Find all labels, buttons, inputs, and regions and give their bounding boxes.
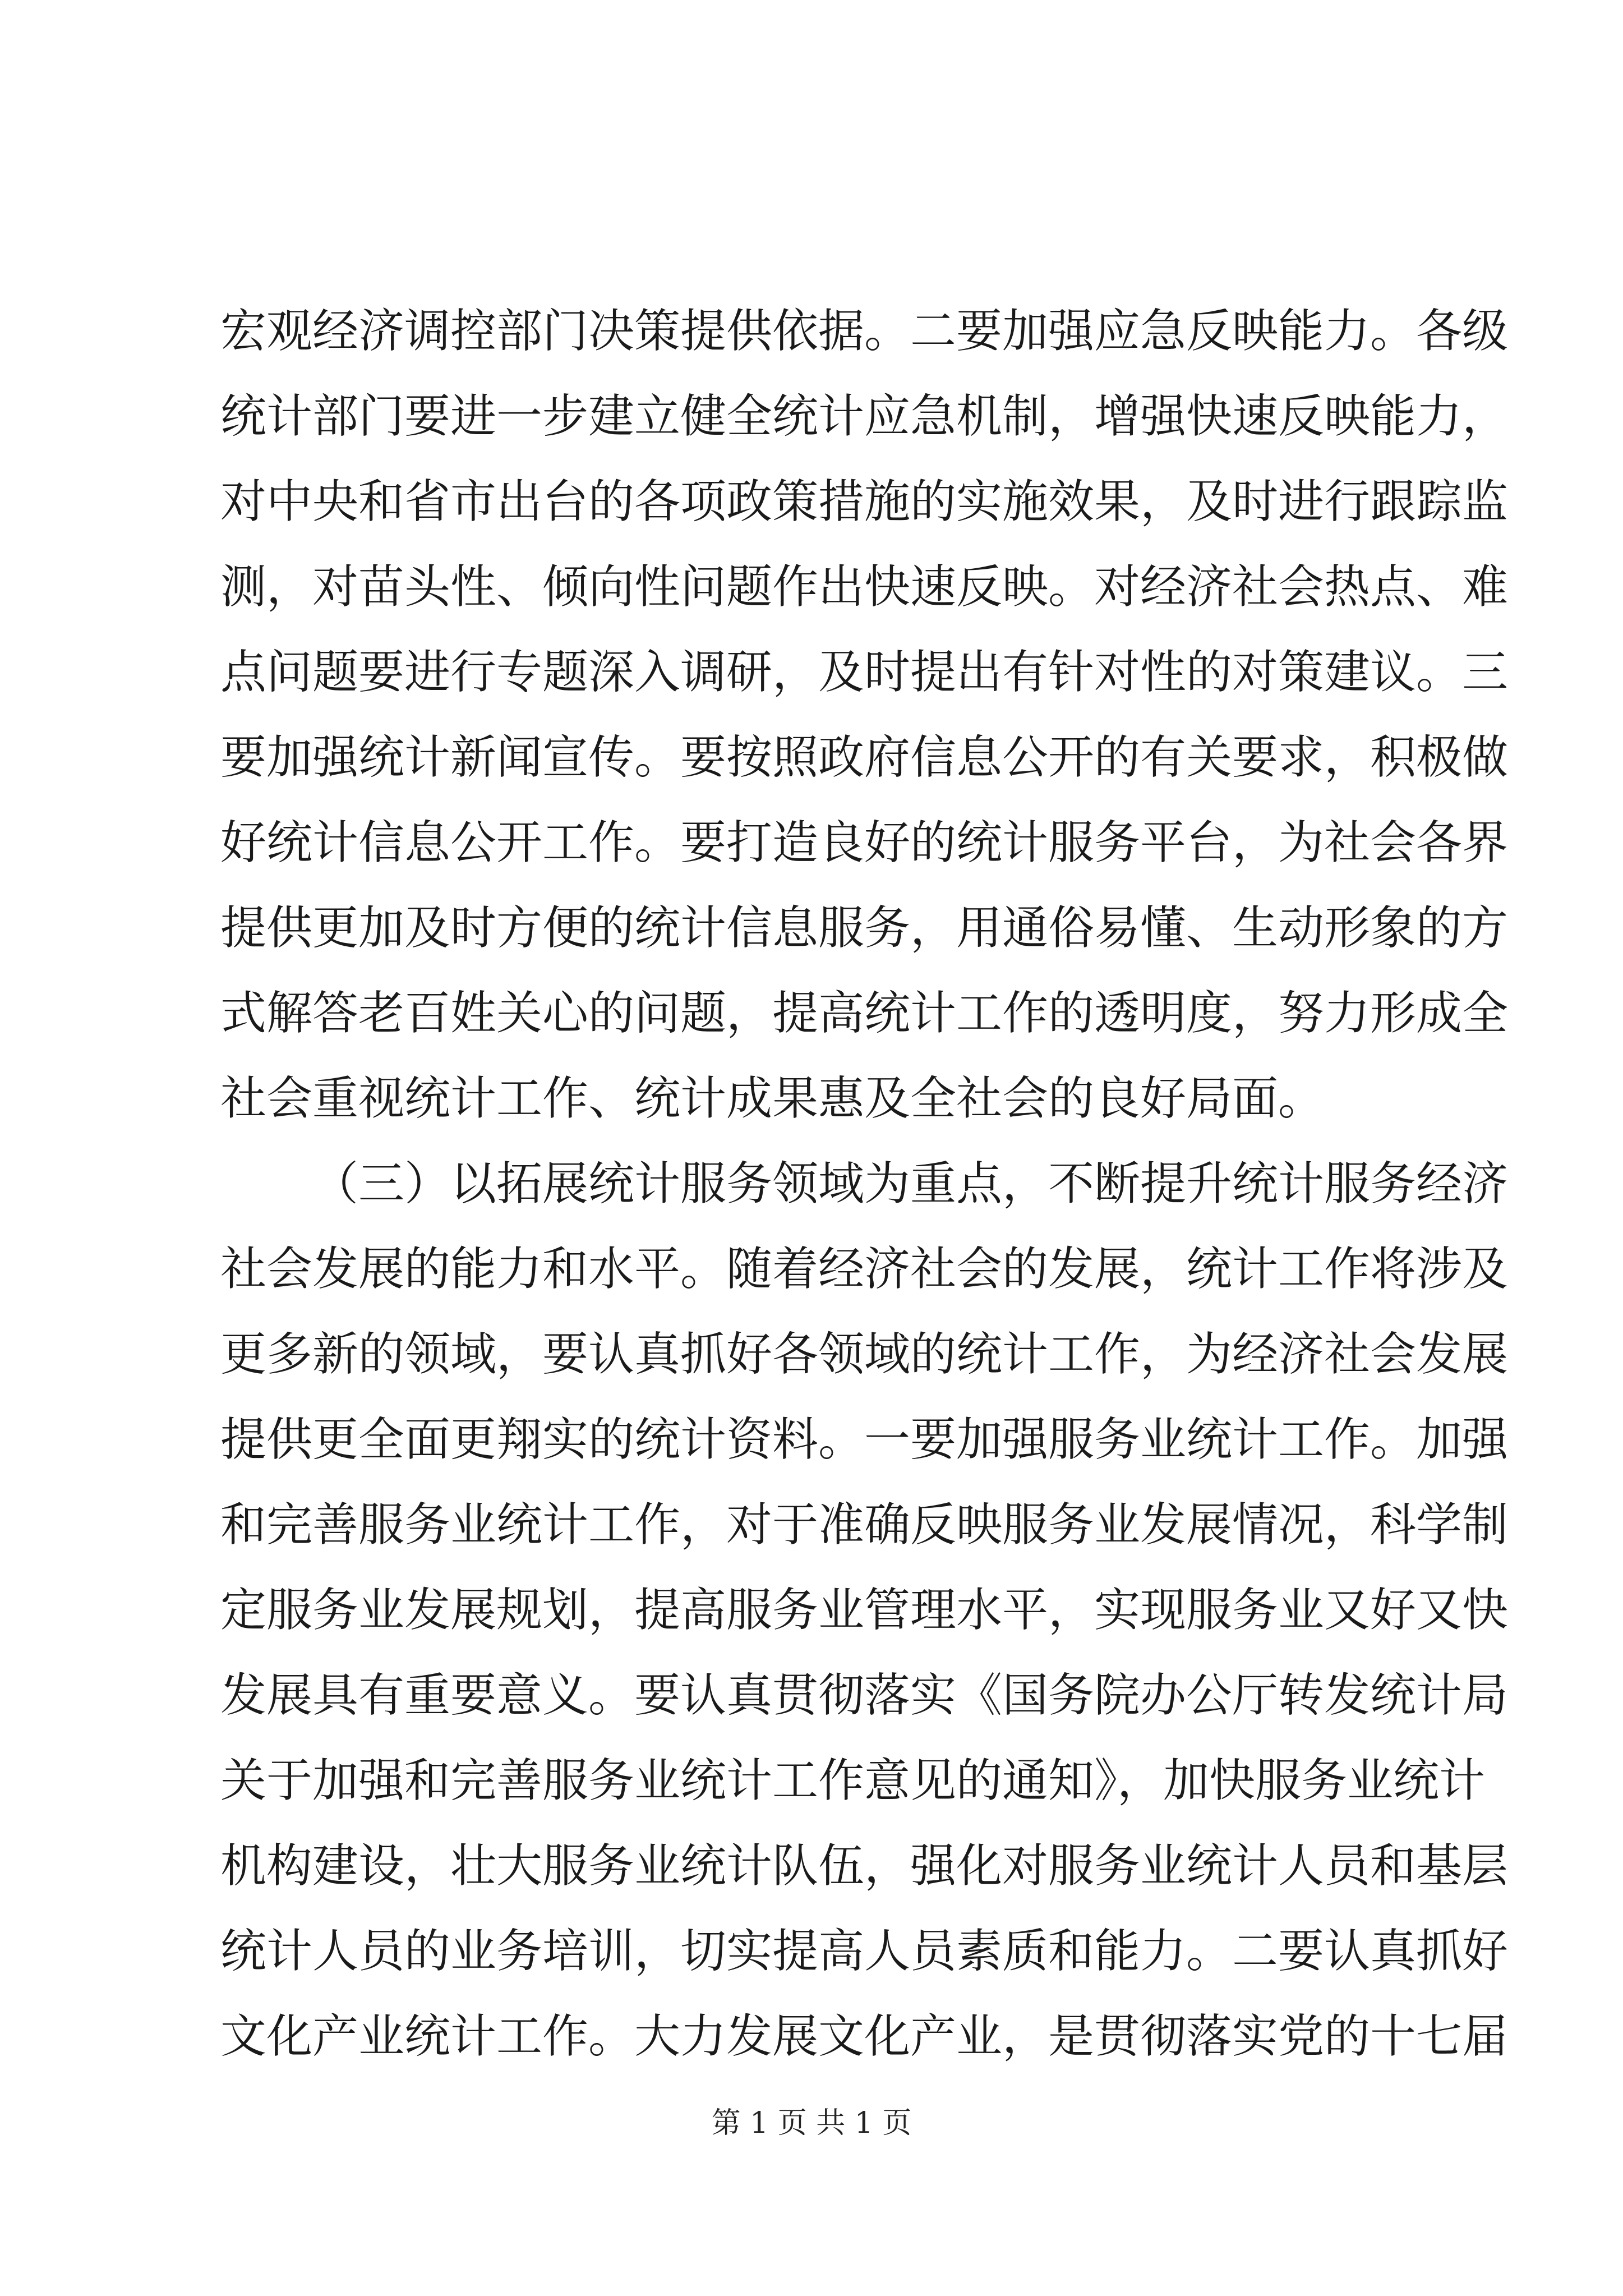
text-line-9: 式解答老百姓关心的问题，提高统计工作的透明度，努力形成全 (220, 987, 1509, 1040)
text-line-5: 点问题要进行专题深入调研，及时提出有针对性的对策建议。三 (220, 646, 1509, 699)
text-line-21: 文化产业统计工作。大力发展文化产业，是贯彻落实党的十七届 (220, 2010, 1509, 2063)
text-line-20: 统计人员的业务培训，切实提高人员素质和能力。二要认真抓好 (220, 1925, 1509, 1978)
text-line-4: 测，对苗头性、倾向性问题作出快速反映。对经济社会热点、难 (220, 560, 1509, 614)
text-line-16: 定服务业发展规划，提高服务业管理水平，实现服务业又好又快 (220, 1584, 1509, 1637)
text-line-6: 要加强统计新闻宣传。要按照政府信息公开的有关要求，积极做 (220, 731, 1509, 784)
text-line-17: 发展具有重要意义。要认真贯彻落实《国务院办公厅转发统计局 (220, 1669, 1509, 1722)
page-number-label: 第 1 页 共 1 页 (711, 2106, 912, 2140)
text-line-10: 社会重视统计工作、统计成果惠及全社会的良好局面。 (220, 1072, 1325, 1125)
text-line-8: 提供更加及时方便的统计信息服务，用通俗易懂、生动形象的方 (220, 901, 1509, 955)
text-line-19: 机构建设，壮大服务业统计队伍，强化对服务业统计人员和基层 (220, 1839, 1509, 1893)
text-line-2: 统计部门要进一步建立健全统计应急机制，增强快速反映能力， (220, 390, 1509, 443)
section-heading-line: （三）以拓展统计服务领域为重点，不断提升统计服务经济 (312, 1157, 1509, 1211)
text-line-14: 提供更全面更翔实的统计资料。一要加强服务业统计工作。加强 (220, 1413, 1509, 1466)
text-line-1: 宏观经济调控部门决策提供依据。二要加强应急反映能力。各级 (220, 305, 1509, 358)
page-footer (0, 2101, 1623, 2146)
text-line-18: 关于加强和完善服务业统计工作意见的通知》，加快服务业统计 (220, 1754, 1486, 1807)
text-line-13: 更多新的领域，要认真抓好各领域的统计工作，为经济社会发展 (220, 1328, 1509, 1381)
text-line-3: 对中央和省市出台的各项政策措施的实施效果，及时进行跟踪监 (220, 475, 1509, 528)
body-text (220, 289, 1509, 2079)
text-line-12: 社会发展的能力和水平。随着经济社会的发展，统计工作将涉及 (220, 1243, 1509, 1296)
text-line-7: 好统计信息公开工作。要打造良好的统计服务平台，为社会各界 (220, 816, 1509, 869)
text-line-15: 和完善服务业统计工作，对于准确反映服务业发展情况，科学制 (220, 1498, 1509, 1552)
